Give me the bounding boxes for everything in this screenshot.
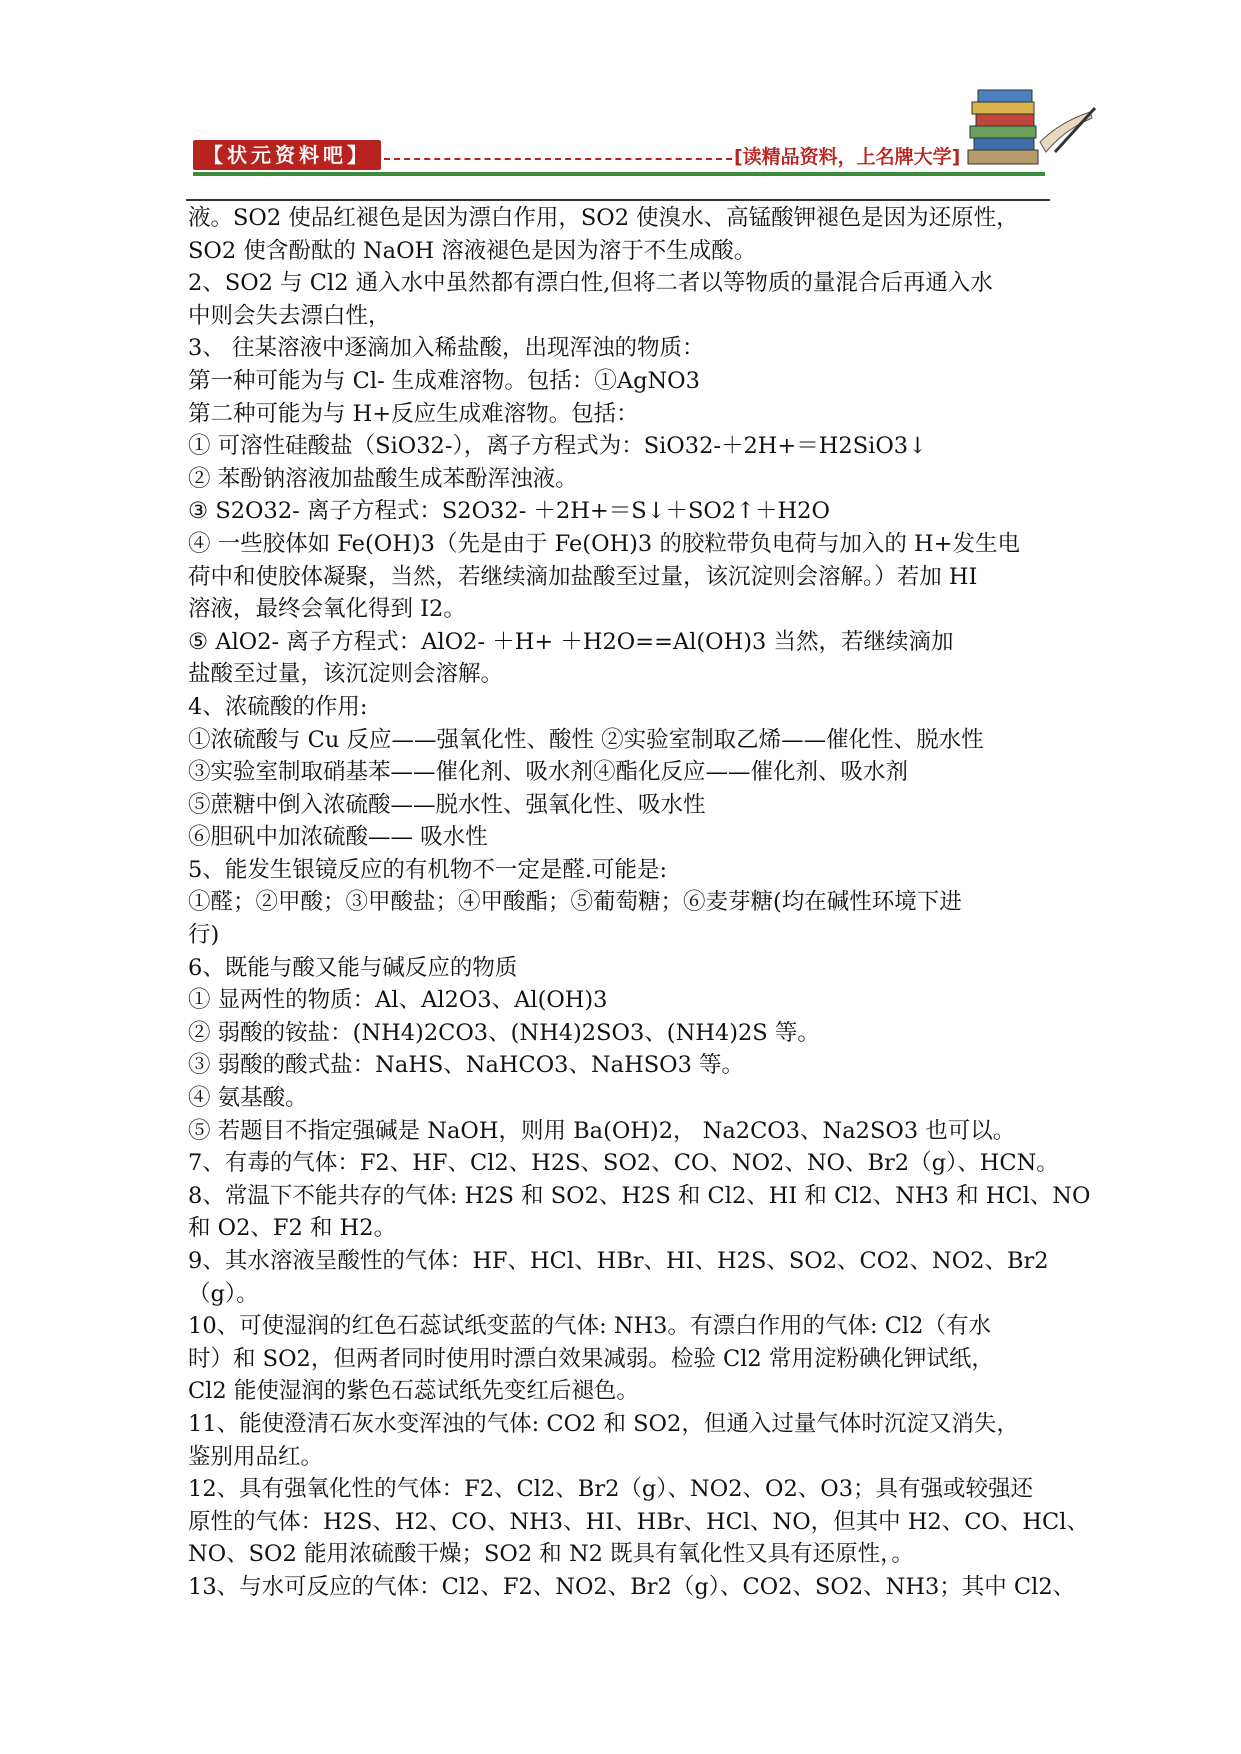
text-line: 和 O2、F2 和 H2。: [188, 1215, 397, 1242]
text-line: ⑤ AlO2- 离子方程式：AlO2- ＋H+ ＋H2O==Al(OH)3 当然，若继续滴加: [188, 628, 954, 655]
page-header: [0, 0, 1241, 200]
text-line: 行): [188, 922, 220, 949]
text-line: 溶液，最终会氧化得到 I2。: [188, 596, 466, 623]
text-line: 8、常温下不能共存的气体: H2S 和 SO2、H2S 和 Cl2、HI 和 Cl2、NH3 和 HCl、NO: [188, 1182, 1091, 1209]
text-line: 时）和 SO2，但两者同时使用时漂白效果减弱。检验 Cl2 常用淀粉碘化钾试纸，: [188, 1345, 994, 1372]
text-line: ⑥胆矾中加浓硫酸—— 吸水性: [188, 824, 488, 851]
text-line: ③实验室制取硝基苯——催化剂、吸水剂④酯化反应——催化剂、吸水剂: [188, 759, 909, 786]
text-line: ④ 一些胶体如 Fe(OH)3（先是由于 Fe(OH)3 的胶粒带负电荷与加入的 H+发生电: [188, 530, 1021, 557]
text-line: 10、可使湿润的红色石蕊试纸变蓝的气体: NH3。有漂白作用的气体: Cl2（有水: [188, 1313, 991, 1340]
text-line: 12、具有强氧化性的气体：F2、Cl2、Br2（g）、NO2、O2、O3；具有强或较强还: [188, 1476, 1034, 1503]
text-line: 3、 往某溶液中逐滴加入稀盐酸，出现浑浊的物质：: [188, 335, 705, 362]
header-rule: [186, 199, 1050, 201]
header-dashed-line: [384, 148, 732, 160]
header-slogan: [读精品资料，上名牌大学]: [734, 146, 961, 168]
text-line: （g）。: [188, 1280, 259, 1307]
brand-badge: 【状元资料吧】: [193, 140, 381, 170]
text-line: 13、与水可反应的气体：Cl2、F2、NO2、Br2（g）、CO2、SO2、NH3；其中 Cl2、: [188, 1573, 1076, 1600]
text-line: NO、SO2 能用浓硫酸干燥；SO2 和 N2 既具有氧化性又具有还原性，。: [188, 1541, 914, 1568]
text-line: ⑤蔗糖中倒入浓硫酸——脱水性、强氧化性、吸水性: [188, 791, 706, 818]
text-line: ③ S2O32- 离子方程式：S2O32- ＋2H+＝S↓＋SO2↑＋H2O: [188, 498, 830, 525]
text-line: ①醛；②甲酸；③甲酸盐；④甲酸酯；⑤葡萄糖；⑥麦芽糖(均在碱性环境下进: [188, 889, 962, 916]
books-pen-icon: [960, 82, 1100, 182]
text-line: 液。SO2 使品红褪色是因为漂白作用，SO2 使溴水、高锰酸钾褪色是因为还原性，: [188, 205, 1019, 231]
text-line: 荷中和使胶体凝聚，当然，若继续滴加盐酸至过量，该沉淀则会溶解。）若加 HI: [188, 563, 978, 590]
text-line: Cl2 能使湿润的紫色石蕊试纸先变红后褪色。: [188, 1378, 639, 1405]
text-line: 原性的气体：H2S、H2、CO、NH3、HI、HBr、HCl、NO，但其中 H2、CO、HCl、: [188, 1508, 1089, 1535]
document-body: [188, 202, 1091, 1604]
text-line: ⑤ 若题目不指定强碱是 NaOH，则用 Ba(OH)2， Na2CO3、Na2SO3 也可以。: [188, 1117, 1016, 1144]
text-line: 第二种可能为与 H+反应生成难溶物。包括：: [188, 400, 639, 427]
text-line: 6、既能与酸又能与碱反应的物质: [188, 954, 518, 981]
text-line: ① 可溶性硅酸盐（SiO32-），离子方程式为：SiO32-＋2H+＝H2SiO3↓: [188, 433, 927, 460]
text-line: 中则会失去漂白性，: [188, 302, 391, 329]
text-line: SO2 使含酚酞的 NaOH 溶液褪色是因为溶于不生成酸。: [188, 237, 757, 264]
text-line: 7、有毒的气体：F2、HF、Cl2、H2S、SO2、CO、NO2、NO、Br2（g）、HCN。: [188, 1150, 1059, 1177]
text-line: 11、能使澄清石灰水变浑浊的气体: CO2 和 SO2，但通入过量气体时沉淀又消失，: [188, 1410, 1019, 1437]
text-line: ① 显两性的物质：Al、Al2O3、Al(OH)3: [188, 987, 608, 1014]
text-line: 鉴别用品红。: [188, 1443, 324, 1470]
text-line: 4、浓硫酸的作用:: [188, 693, 368, 720]
text-line: 2、SO2 与 Cl2 通入水中虽然都有漂白性,但将二者以等物质的量混合后再通入水: [188, 270, 993, 297]
text-line: ② 苯酚钠溶液加盐酸生成苯酚浑浊液。: [188, 465, 578, 492]
text-line: 第一种可能为与 Cl- 生成难溶物。包括：①AgNO3: [188, 367, 700, 394]
text-line: ①浓硫酸与 Cu 反应——强氧化性、酸性 ②实验室制取乙烯——催化性、脱水性: [188, 726, 984, 753]
text-line: ③ 弱酸的酸式盐：NaHS、NaHCO3、NaHSO3 等。: [188, 1052, 745, 1079]
text-line: ④ 氨基酸。: [188, 1085, 308, 1112]
text-line: 9、其水溶液呈酸性的气体：HF、HCl、HBr、HI、H2S、SO2、CO2、NO2、Br2: [188, 1248, 1049, 1274]
text-line: ② 弱酸的铵盐：(NH4)2CO3、(NH4)2SO3、(NH4)2S 等。: [188, 1019, 820, 1046]
header-green-bar: [193, 172, 1045, 176]
text-line: 5、能发生银镜反应的有机物不一定是醛.可能是:: [188, 856, 668, 883]
text-line: 盐酸至过量，该沉淀则会溶解。: [188, 661, 504, 688]
